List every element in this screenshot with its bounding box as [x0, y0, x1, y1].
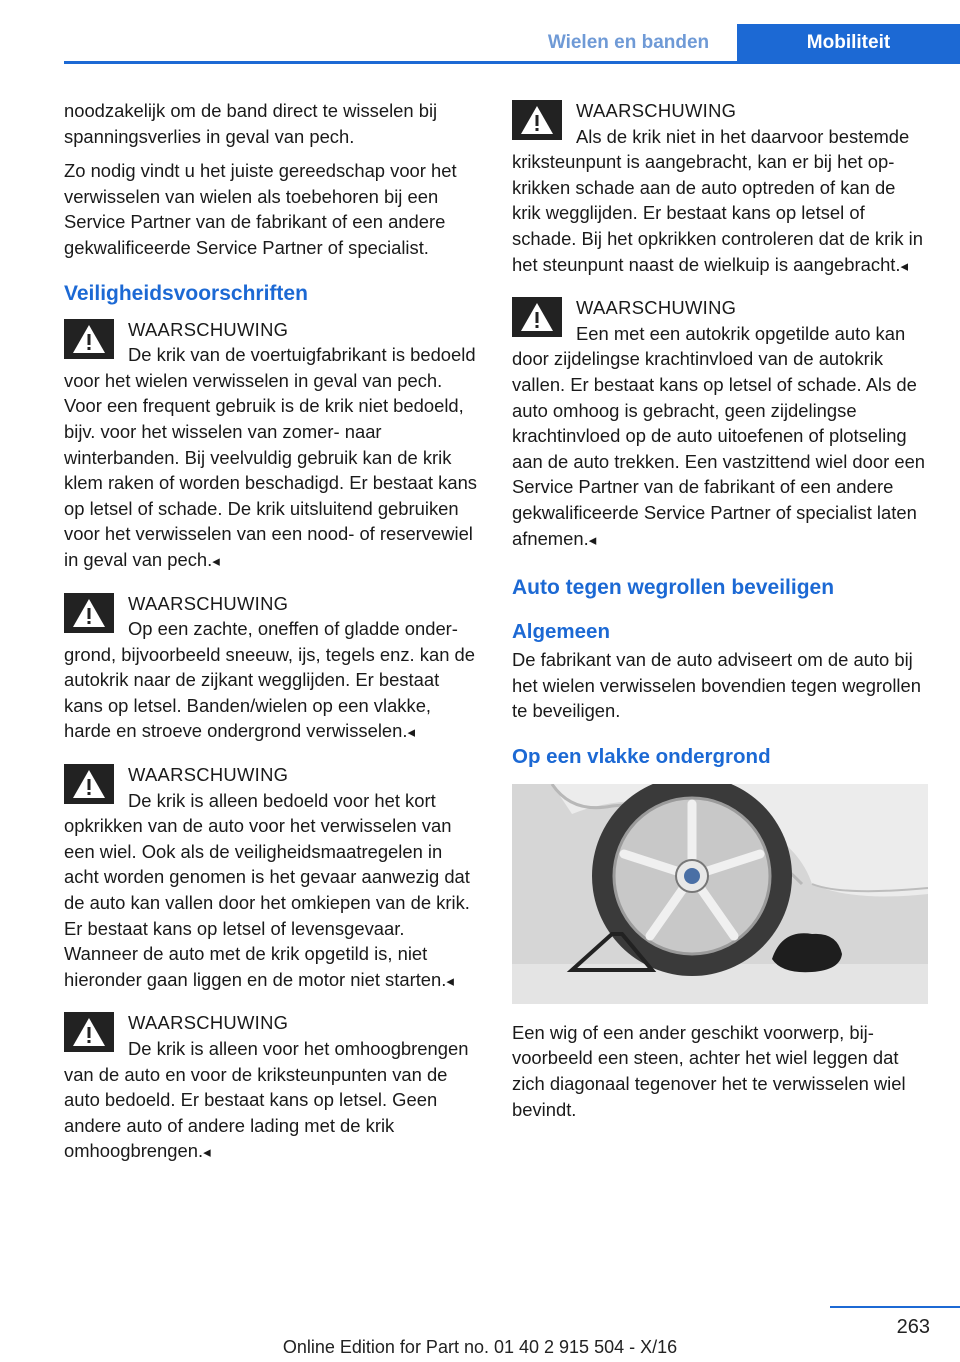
- warning-triangle-icon: [64, 319, 114, 359]
- warning-triangle-icon: [64, 593, 114, 633]
- warning-text: De krik is alleen bedoeld voor het kort opkrikken van de auto voor het verwisselen van een wiel. Ook als de veiligheidsmaatregelen in acht worden genomen is het gevaar aanwezig dat de auto kan vallen door het omkiepen van de krik. Er bestaat kans op letsel of levensgevaar. Wanneer de auto met de krik opgetild is, niet hieronder gaan liggen en de motor niet starten.: [64, 789, 470, 990]
- subheading-flat-ground: Op een vlakke ondergrond: [512, 744, 771, 768]
- figure-caption: Een wig of een ander geschikt voorwerp, bijvoorbeeld een steen, achter het wiel leggen dat zich diagonaal tegenover het te verwisselen wiel bevindt.: [512, 1021, 906, 1120]
- end-mark: ◂: [407, 724, 416, 742]
- subheading-general: Algemeen: [512, 620, 610, 644]
- warning-text: De krik van de voertuigfabrikant is bedoeld voor het wielen verwisselen in geval van pech. Voor een frequent gebruik is de krik niet bedoeld, bijv. voor het wisselen van zomer- naar winterbanden. Bij veelvuldig gebruik kan de krik klem raken of worden beschadigd. Er bestaat kans op letsel of schade. De krik uitsluitend gebruiken voor het verwisselen van een nood- of reservewiel in geval van pech.: [64, 344, 477, 570]
- header-rule: [64, 61, 960, 64]
- tools-paragraph: Zo nodig vindt u het juiste gereedschap voor het verwisselen van wielen als toebehoren bij een Service Partner van de fabrikant of een andere gekwalificeerde Service Partner of specialist.: [64, 160, 457, 258]
- warning-triangle-icon: [512, 100, 562, 140]
- warning-text: Op een zachte, oneffen of gladde ondergrond, bijvoorbeeld sneeuw, ijs, tegels enz. kan de autokrik naar de zijkant wegglijden. Er bestaat kans op letsel. Banden/wielen op een vlakke, harde en stroeve ondergrond verwisselen.: [64, 618, 475, 742]
- safety-heading: Veiligheidsvoorschriften: [64, 281, 308, 305]
- end-mark: ◂: [212, 552, 220, 570]
- warning-text: Een met een autokrik opgetilde auto kan door zijdelingse krachtinvloed van de autokrik vallen. Er bestaat kans op letsel of schade. Als de auto omhoog is gebracht, geen zijdelingse krachtinvloed op de auto uitoefenen of plotseling aan de auto trekken. Een vastzittend wiel door een Service Partner van de fabrikant of een andere gekwalificeerde Service Partner of specialist laten afnemen.: [512, 322, 926, 549]
- warning-triangle-icon: [512, 297, 562, 337]
- wheel-illustration: [512, 784, 928, 1004]
- section-heading: Auto tegen wegrollen beveiligen: [512, 576, 835, 600]
- edition-footer: Online Edition for Part no. 01 40 2 915 504 - X/16: [282, 1337, 678, 1357]
- warning-block: [64, 762, 480, 994]
- warning-label: WAARSCHUWING: [576, 100, 737, 121]
- wheel-chock-illustration: [512, 784, 928, 1004]
- general-paragraph: De fabrikant van de auto adviseert om de auto bij het wielen verwisselen bovendien tegen wegrollen te beveiligen.: [512, 649, 921, 722]
- end-mark: ◂: [900, 257, 909, 275]
- warning-block: [64, 1010, 480, 1166]
- end-mark: ◂: [446, 972, 454, 990]
- page-header: [0, 0, 960, 64]
- warning-block: [512, 98, 928, 279]
- page-number-rule: [830, 1306, 960, 1308]
- section-tab: Wielen en banden: [547, 31, 710, 53]
- warning-label: WAARSCHUWING: [128, 592, 289, 614]
- chapter-tab: Mobiliteit: [737, 24, 960, 61]
- end-mark: ◂: [203, 1144, 211, 1162]
- warning-label: WAARSCHUWING: [128, 764, 289, 786]
- warning-triangle-icon: [64, 1012, 114, 1052]
- left-column: [64, 98, 480, 1182]
- end-mark: ◂: [588, 531, 597, 549]
- page-number: 263: [896, 1316, 930, 1338]
- warning-label: WAARSCHUWING: [128, 1012, 289, 1034]
- warning-label: WAARSCHUWING: [128, 318, 289, 340]
- warning-block: [512, 295, 928, 553]
- warning-triangle-icon: [64, 764, 114, 804]
- warning-block: [64, 591, 480, 747]
- intro-paragraph: noodzakelijk om de band direct te wisselen bij spanningsverlies in geval van pech.: [64, 100, 438, 147]
- right-column: [512, 98, 928, 1131]
- warning-text: Als de krik niet in het daarvoor bestemde kriksteunpunt is aangebracht, kan er bij het opkrikken schade aan de auto optreden of kan de krik wegglijden. Er bestaat kans op letsel of schade. Bij het opkrikken controleren dat de krik in het steunpunt naast de wielkuip is aangebracht.: [512, 125, 923, 275]
- warning-block: [64, 317, 480, 575]
- warning-text: De krik is alleen voor het omhoogbrengen van de auto en voor de kriksteunpunten van de auto bedoeld. Er bestaat kans op letsel. Geen andere auto of andere lading met de krik omhoogbrengen.: [64, 1038, 469, 1162]
- warning-label: WAARSCHUWING: [576, 297, 737, 319]
